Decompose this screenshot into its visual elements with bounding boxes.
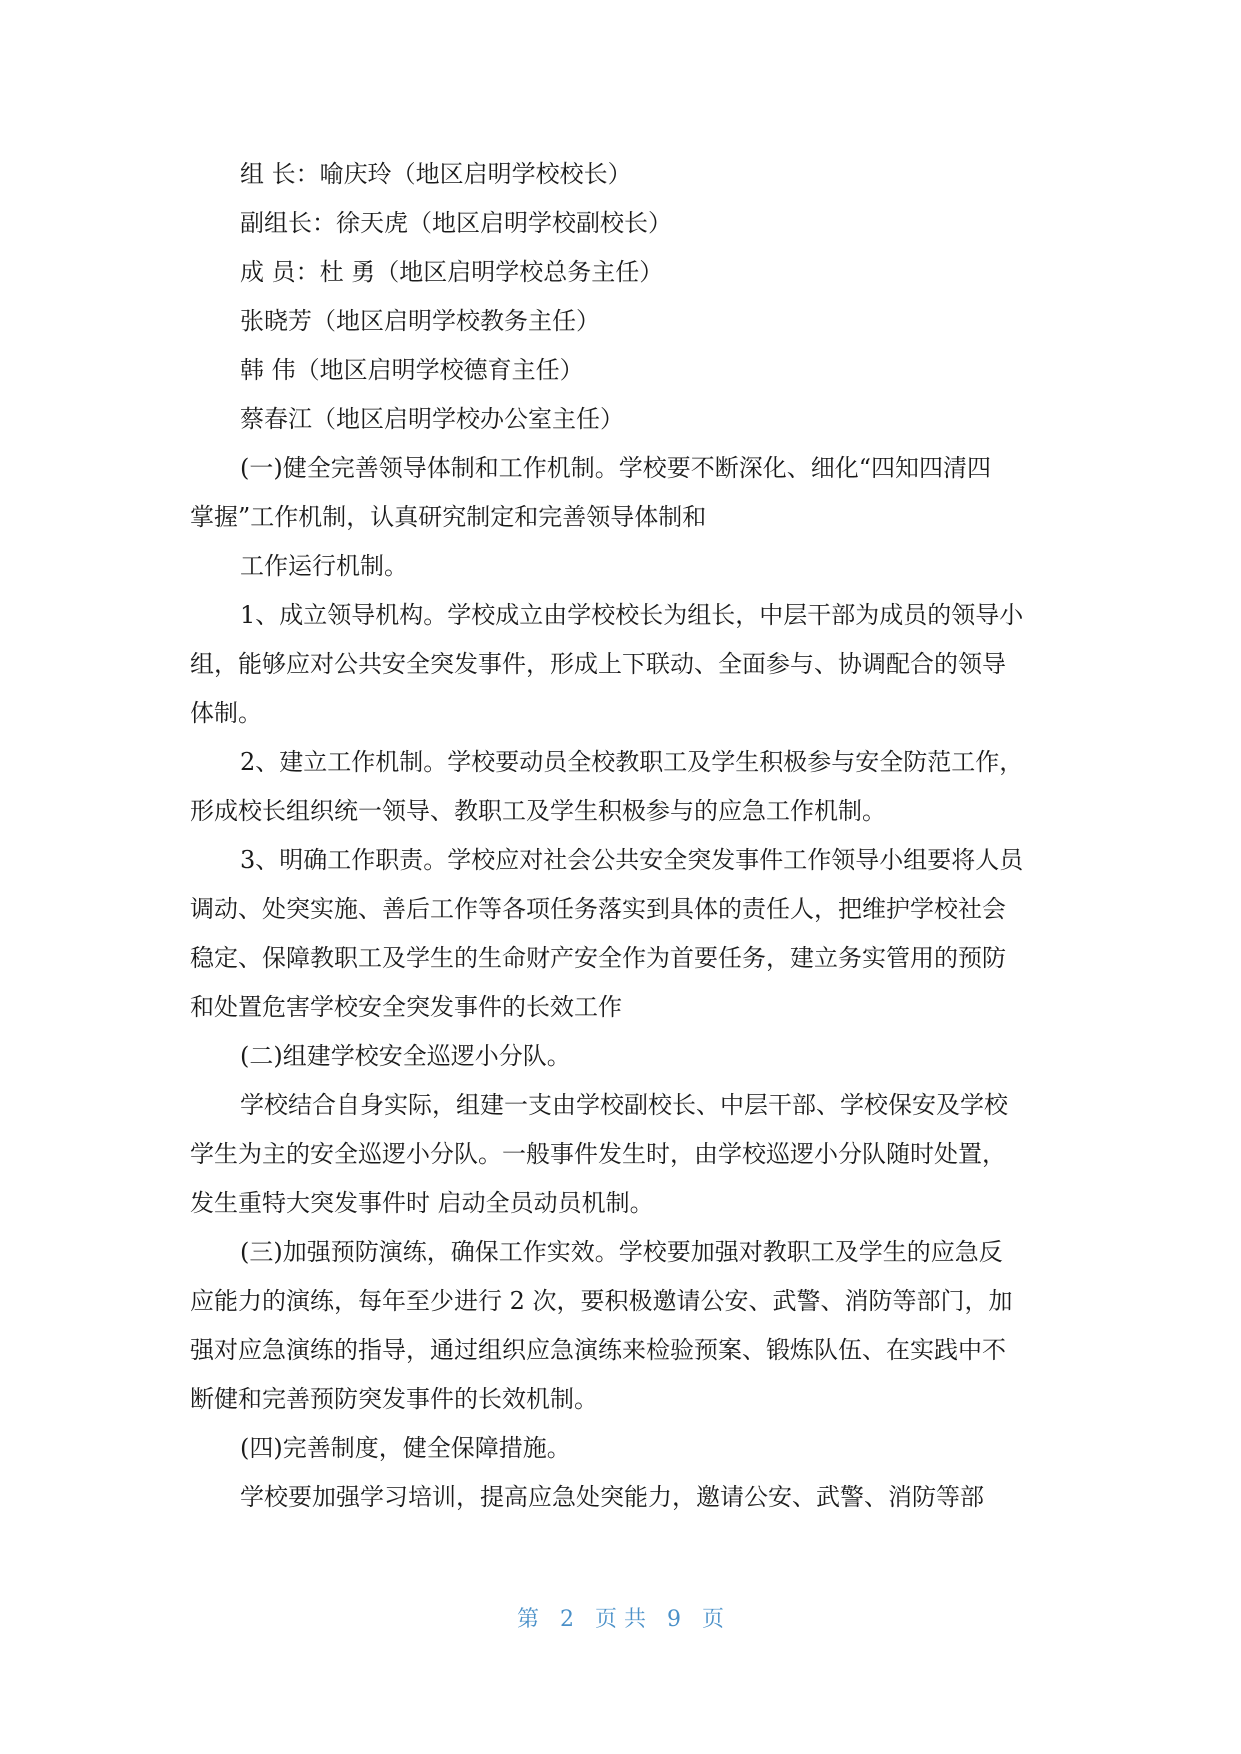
text-line: 蔡春江（地区启明学校办公室主任） bbox=[240, 405, 624, 433]
text-line: 形成校长组织统一领导、教职工及学生积极参与的应急工作机制。 bbox=[190, 797, 886, 825]
current-page-number: 2 bbox=[560, 1607, 574, 1632]
total-page-count: 9 bbox=[667, 1607, 681, 1632]
text-line: 张晓芳（地区启明学校教务主任） bbox=[240, 307, 600, 335]
text-line: 学校结合自身实际，组建一支由学校副校长、中层干部、学校保安及学校 bbox=[240, 1091, 1008, 1119]
section-heading: (三)加强预防演练，确保工作实效。学校要加强对教职工及学生的应急反 bbox=[240, 1238, 1003, 1266]
text-line: 1、成立领导机构。学校成立由学校校长为组长，中层干部为成员的领导小 bbox=[240, 601, 1024, 629]
page-footer bbox=[0, 1602, 1241, 1633]
footer-prefix: 第 bbox=[516, 1607, 539, 1632]
document-body bbox=[190, 150, 1050, 1522]
text-line: 掌握”工作机制，认真研究制定和完善领导体制和 bbox=[190, 503, 707, 531]
text-line: 韩 伟（地区启明学校德育主任） bbox=[240, 356, 584, 384]
text-line: 体制。 bbox=[190, 699, 262, 727]
text-line: 稳定、保障教职工及学生的生命财产安全作为首要任务，建立务实管用的预防 bbox=[190, 944, 1006, 972]
text-line: 成 员：杜 勇（地区启明学校总务主任） bbox=[240, 258, 664, 286]
section-heading: (四)完善制度，健全保障措施。 bbox=[240, 1434, 571, 1462]
text-line: 副组长：徐天虎（地区启明学校副校长） bbox=[240, 209, 672, 237]
text-line: 组 长：喻庆玲（地区启明学校校长） bbox=[240, 160, 632, 188]
text-line: 强对应急演练的指导，通过组织应急演练来检验预案、锻炼队伍、在实践中不 bbox=[190, 1336, 1006, 1364]
text-line: 调动、处突实施、善后工作等各项任务落实到具体的责任人，把维护学校社会 bbox=[190, 895, 1006, 923]
footer-suffix: 页 bbox=[702, 1607, 725, 1632]
text-line: 学生为主的安全巡逻小分队。一般事件发生时，由学校巡逻小分队随时处置， bbox=[190, 1140, 1006, 1168]
footer-middle: 页 共 bbox=[595, 1607, 646, 1632]
text-line: 2、建立工作机制。学校要动员全校教职工及学生积极参与安全防范工作， bbox=[240, 748, 1024, 776]
section-heading: (一)健全完善领导体制和工作机制。学校要不断深化、细化“四知四清四 bbox=[240, 454, 991, 482]
text-line: 应能力的演练，每年至少进行 2 次，要积极邀请公安、武警、消防等部门，加 bbox=[190, 1287, 1013, 1315]
text-line: 工作运行机制。 bbox=[240, 552, 408, 580]
text-line: 组，能够应对公共安全突发事件，形成上下联动、全面参与、协调配合的领导 bbox=[190, 650, 1006, 678]
section-heading: (二)组建学校安全巡逻小分队。 bbox=[240, 1042, 571, 1070]
text-line: 和处置危害学校安全突发事件的长效工作 bbox=[190, 993, 622, 1021]
text-line: 发生重特大突发事件时 启动全员动员机制。 bbox=[190, 1189, 654, 1217]
text-line: 学校要加强学习培训，提高应急处突能力，邀请公安、武警、消防等部 bbox=[240, 1483, 984, 1511]
text-line: 3、明确工作职责。学校应对社会公共安全突发事件工作领导小组要将人员 bbox=[240, 846, 1024, 874]
text-line: 断健和完善预防突发事件的长效机制。 bbox=[190, 1385, 598, 1413]
